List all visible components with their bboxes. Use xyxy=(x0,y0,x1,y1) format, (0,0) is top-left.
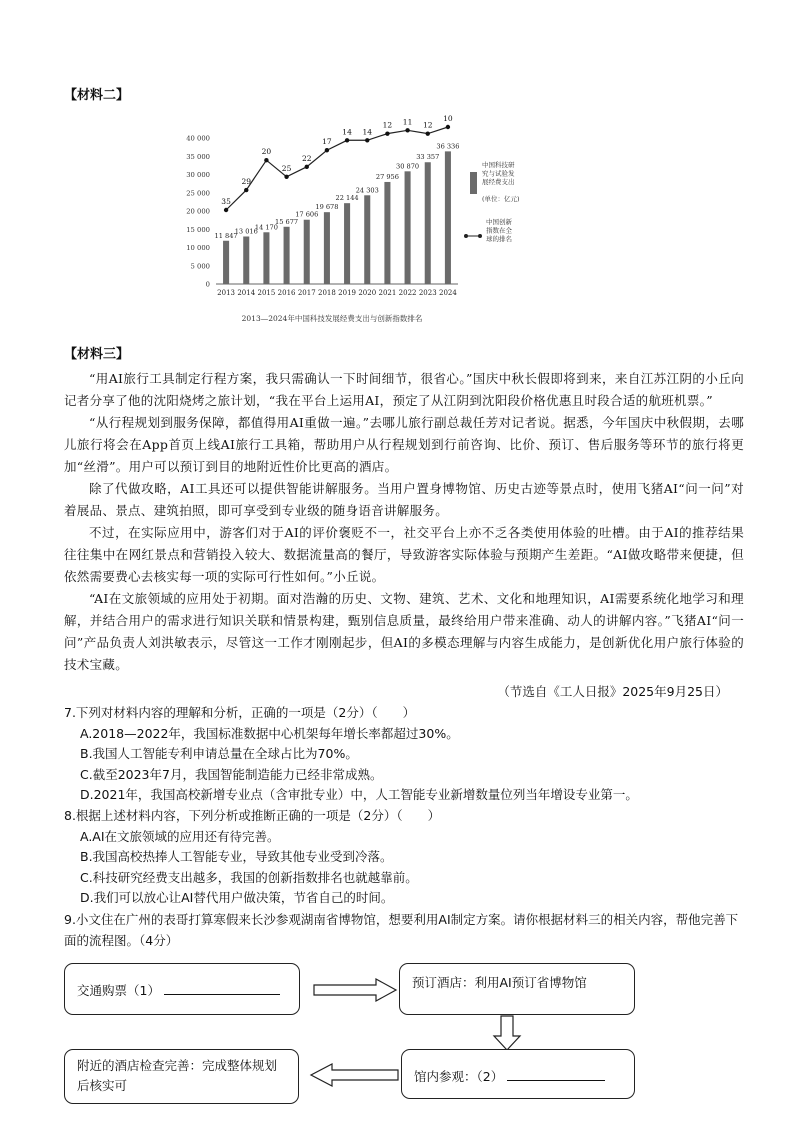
option-d[interactable]: D.2021年，我国高校新增专业点（含审批专业）中，人工智能专业新增数量位列当年增设专业第一。 xyxy=(80,787,638,802)
x-tick-label: 2023 xyxy=(418,289,437,297)
option-b[interactable]: B.我国高校热捧人工智能专业，导致其他专业受到冷落。 xyxy=(80,849,393,864)
bar xyxy=(445,151,451,284)
rank-point xyxy=(264,158,268,162)
question-8 xyxy=(64,806,754,909)
paragraph: 除了代做攻略，AI工具还可以提供智能讲解服务。当用户置身博物馆、历史古迹等景点时，使用飞猪AI“问一问”对着展品、景点、建筑拍照，即可享受到专业级的随身语音讲解服务。 xyxy=(64,481,744,518)
bar-value-label: 36 336 xyxy=(436,142,460,151)
rank-point xyxy=(405,128,409,132)
bar-value-label: 11 847 xyxy=(214,231,238,240)
rank-label: 12 xyxy=(422,120,433,130)
question-stem: 9.小文住在广州的表哥打算寒假来长沙参观湖南省博物馆，想要利用AI制定方案。请你根据材料三的相关内容，帮他完善下面的流程图。（4分） xyxy=(64,912,739,948)
x-tick-label: 2017 xyxy=(297,289,316,297)
bar xyxy=(425,162,431,284)
material2-heading: 【材料二】 xyxy=(64,88,130,103)
bar xyxy=(284,227,290,284)
rd-spending-chart xyxy=(180,112,540,327)
bar-value-label: 24 303 xyxy=(355,186,379,195)
bar-value-label: 33 357 xyxy=(416,153,440,162)
rank-point xyxy=(426,131,430,135)
flow-step-label: 预订酒店：利用AI预订省博物馆 xyxy=(412,975,587,990)
paragraph: “AI在文旅领域的应用处于初期。面对浩瀚的历史、文物、建筑、艺术、文化和地理知识，AI需要系统化地学习和理解，并结合用户的需求进行知识关联和情景构建，甄别信息质量，最终给用户带来准确、动人的讲解内容。”飞猪AI“问一问”产品负责人刘洪敏表示，尽管这一工作才刚刚起步，但AI的多模态理解与内容生成能力，是创新优化用户旅行体验的技术宝藏。 xyxy=(64,591,744,672)
bar xyxy=(223,241,229,284)
rank-label: 17 xyxy=(322,137,332,147)
rank-label: 25 xyxy=(281,163,292,173)
option-c[interactable]: C.截至2023年7月，我国智能制造能力已经非常成熟。 xyxy=(80,766,383,782)
arrow-left-icon xyxy=(308,1062,400,1088)
bar xyxy=(344,203,350,284)
y-tick-label: 0 xyxy=(205,280,210,289)
question-stem: 7.下列对材料内容的理解和分析，正确的一项是（2分）（ ） xyxy=(64,705,416,720)
rank-point xyxy=(325,148,329,152)
x-tick-label: 2022 xyxy=(398,289,417,297)
bar xyxy=(304,220,310,284)
y-tick-label: 10 000 xyxy=(186,244,210,252)
x-tick-label: 2016 xyxy=(277,289,296,297)
rank-label: 35 xyxy=(221,197,231,206)
x-tick-label: 2015 xyxy=(257,289,276,297)
bar xyxy=(243,236,249,284)
rank-label: 12 xyxy=(382,120,393,130)
bar xyxy=(384,182,390,284)
bar xyxy=(364,195,370,284)
option-b[interactable]: B.我国人工智能专利申请总量在全球占比为70%。 xyxy=(80,746,358,761)
bar-value-label: 17 606 xyxy=(295,210,319,219)
y-tick-label: 35 000 xyxy=(186,152,210,161)
rank-point xyxy=(305,165,309,169)
flow-step-hotel xyxy=(399,963,635,1015)
x-tick-label: 2014 xyxy=(237,289,256,297)
legend-line-point xyxy=(464,234,468,238)
y-tick-label: 25 000 xyxy=(186,189,210,198)
rank-label: 20 xyxy=(261,147,272,157)
material3-heading: 【材料三】 xyxy=(64,347,130,362)
flow-step-final-check xyxy=(64,1049,299,1104)
x-tick-label: 2020 xyxy=(358,289,377,297)
x-tick-label: 2018 xyxy=(318,289,336,297)
bar-value-label: 15 677 xyxy=(275,217,299,226)
x-tick-label: 2021 xyxy=(378,289,397,297)
question-stem: 8.根据上述材料内容，下列分析或推断正确的一项是（2分）（ ） xyxy=(64,808,441,823)
x-tick-label: 2019 xyxy=(338,289,356,297)
flow-step-visit xyxy=(401,1049,635,1099)
bar-value-label: 14 170 xyxy=(254,223,278,232)
y-tick-label: 5 000 xyxy=(190,262,210,271)
rank-label: 29 xyxy=(241,177,252,187)
question-7 xyxy=(64,703,754,806)
x-tick-label: 2013 xyxy=(217,289,235,297)
question-9 xyxy=(64,910,748,951)
paragraph: 不过，在实际应用中，游客们对于AI的评价褒贬不一，社交平台上亦不乏各类使用体验的吐槽。由于AI的推荐结果往往集中在网红景点和营销投入较大、数据流量高的餐厅，导致游客实际体验与预期产生差距。“AI做攻略带来便捷，但依然需要费心去核实每一项的实际可行性如何。”小丘说。 xyxy=(64,525,744,584)
bar xyxy=(405,171,411,284)
option-a[interactable]: A.AI在文旅领域的应用还有待完善。 xyxy=(80,828,280,844)
rank-point xyxy=(365,138,369,142)
rank-label: 11 xyxy=(402,117,413,127)
rank-label: 14 xyxy=(342,127,352,137)
x-tick-label: 2024 xyxy=(439,289,457,297)
rank-point xyxy=(224,208,228,212)
bar xyxy=(324,212,330,284)
paragraph: “用AI旅行工具制定行程方案，我只需确认一下时间细节，很省心。”国庆中秋长假即将到来，来自江苏江阴的小丘向记者分享了他的沈阳烧烤之旅计划，“我在平台上运用AI，预定了从江阴到沈阳段价格优惠且时段合适的航班机票。” xyxy=(64,371,744,408)
chart-title: 2013—2024年中国科技发展经费支出与创新指数排名 xyxy=(241,314,423,323)
flow-step-label: 馆内参观：（2） xyxy=(414,1069,504,1084)
answer-blank-2[interactable] xyxy=(507,1066,605,1081)
rank-label: 22 xyxy=(301,153,312,163)
bar-value-label: 27 956 xyxy=(375,172,399,181)
rank-point xyxy=(244,188,248,192)
flow-step-label: 附近的酒店检查完善：完成整体规划后核实可 xyxy=(77,1058,278,1093)
bar-value-label: 19 678 xyxy=(315,203,339,212)
legend-line-label: 中国创新指数在全球的排名 xyxy=(486,218,512,243)
bar-value-label: 13 016 xyxy=(234,227,258,236)
rank-point xyxy=(284,175,288,179)
arrow-down-icon xyxy=(492,1015,522,1051)
y-tick-label: 30 000 xyxy=(186,171,210,179)
source-citation: （节选自《工人日报》2025年9月25日） xyxy=(497,684,728,699)
flow-step-ticketing xyxy=(64,963,300,1015)
rank-point xyxy=(446,125,450,129)
rank-label: 10 xyxy=(443,114,453,123)
rank-point xyxy=(385,131,389,135)
option-d[interactable]: D.我们可以放心让AI替代用户做决策，节省自己的时间。 xyxy=(80,890,394,905)
legend-line-point xyxy=(478,234,482,238)
answer-blank-1[interactable] xyxy=(164,980,280,995)
rank-label: 14 xyxy=(362,127,373,137)
legend-bar-swatch xyxy=(470,172,477,194)
legend-bar-unit: (单位：亿元) xyxy=(482,195,520,203)
bar xyxy=(263,232,269,284)
paragraph: “从行程规划到服务保障，都值得用AI重做一遍。”去哪儿旅行副总裁任芳对记者说。据悉，今年国庆中秋假期，去哪儿旅行将会在App首页上线AI旅行工具箱，帮助用户从行程规划到行前咨询、比价、预订、售后服务等环节的旅行将更加“丝滑”。用户可以预订到目的地附近性价比更高的酒店。 xyxy=(64,415,744,474)
material3-body xyxy=(64,368,744,676)
y-tick-label: 40 000 xyxy=(186,134,210,143)
bar-value-label: 22 144 xyxy=(335,194,359,203)
legend-bar-label: 中国科技研究与试验发展经费支出 xyxy=(482,161,515,186)
option-c[interactable]: C.科技研究经费支出越多，我国的创新指数排名也就越靠前。 xyxy=(80,869,418,885)
y-tick-label: 20 000 xyxy=(186,207,210,216)
rank-point xyxy=(345,138,349,142)
flow-step-label: 交通购票（1） xyxy=(77,983,160,998)
arrow-right-icon xyxy=(312,977,398,1003)
y-tick-label: 15 000 xyxy=(186,225,210,234)
option-a[interactable]: A.2018—2022年，我国标准数据中心机架每年增长率都超过30%。 xyxy=(80,725,459,741)
bar-value-label: 30 870 xyxy=(396,162,420,171)
